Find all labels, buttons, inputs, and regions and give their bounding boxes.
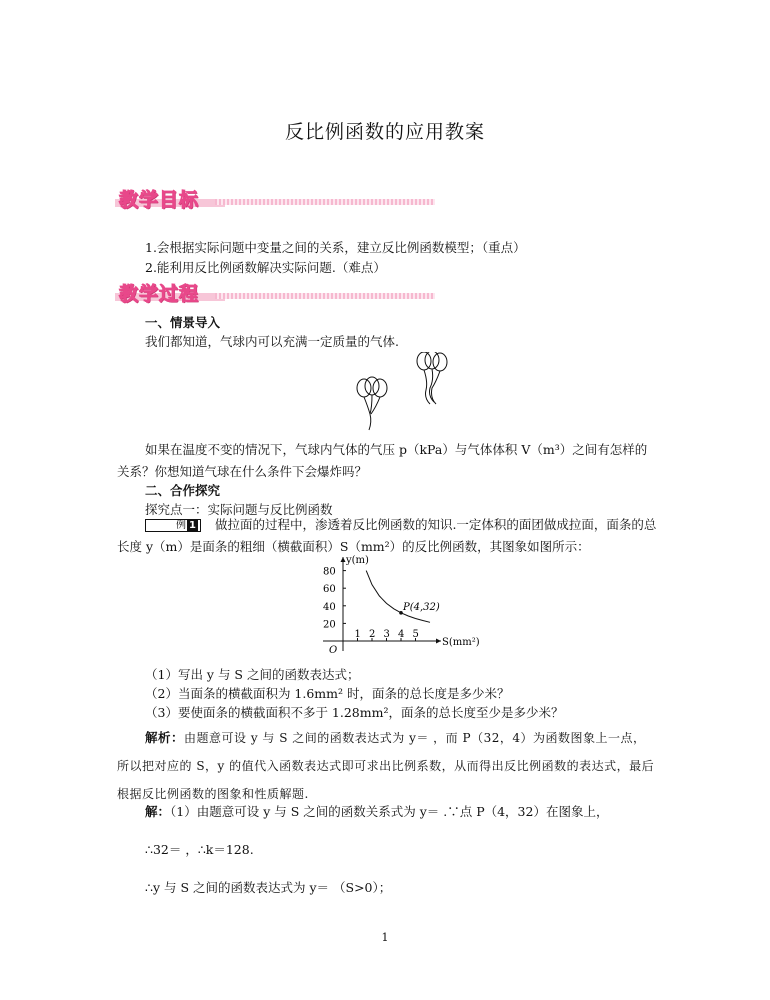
solution-line-1: 解：（1）由题意可设 y 与 S 之间的函数关系式为 y＝ .∵点 P（4，32）在图象上， (145, 804, 609, 819)
page-number: 1 (381, 931, 389, 944)
example-badge: 例 1 (145, 519, 201, 532)
intro-text: 我们都知道，气球内可以充满一定质量的气体. (145, 334, 399, 349)
analysis-label: 解析： (145, 730, 185, 745)
analysis-block (117, 724, 657, 808)
question-1: （1）写出 y 与 S 之间的函数表达式； (145, 667, 360, 682)
solution-label: 解： (145, 804, 171, 819)
y-tick-label: 40 (323, 601, 336, 613)
banner-divider (215, 293, 435, 299)
y-tick-label: 60 (323, 584, 336, 596)
example-text: 做拉面的过程中，渗透着反比例函数的知识.一定体积的面团做成拉面，面条的总长度 y（m）是面条的粗细（横截面积）S（mm²）的反比例函数，其图象如图所示： (117, 517, 657, 554)
y-axis-arrow (341, 557, 346, 562)
x-tick-label: 2 (369, 629, 376, 640)
point-p-label: P(4,32) (403, 601, 440, 613)
question-3: （3）要使面条的横截面积不多于 1.28mm²，面条的总长度至少是多少米？ (145, 705, 564, 720)
banner-divider (215, 199, 435, 205)
x-tick-label: 5 (412, 629, 419, 640)
goal-item-1: 1.会根据实际问题中变量之间的关系，建立反比例函数模型；（重点） (145, 240, 526, 255)
solution-line-3: ∴y 与 S 之间的函数表达式为 y＝ （S>0）； (145, 880, 392, 895)
y-tick-label: 80 (323, 566, 336, 578)
x-axis-arrow (436, 639, 441, 644)
explore-point: 探究点一：实际问题与反比例函数 (145, 502, 333, 517)
example-1 (117, 514, 657, 558)
question-2: （2）当面条的横截面积为 1.6mm² 时，面条的总长度是多少米？ (145, 686, 510, 701)
x-axis-label: S(mm²) (442, 637, 480, 648)
balloons-illustration (350, 352, 450, 432)
intro-heading: 一、情景导入 (145, 315, 221, 330)
solution-line-2: ∴32＝ ，∴k＝128. (145, 842, 254, 857)
explore-heading: 二、合作探究 (145, 483, 221, 498)
section-banner-process (115, 281, 435, 303)
page-title: 反比例函数的应用教案 (284, 121, 485, 143)
intro-question: 如果在温度不变的情况下，气球内气体的气压 p（kPa）与气体体积 V（m³）之间有怎样的关系？你想知道气球在什么条件下会爆炸吗？ (117, 442, 648, 479)
x-tick-label: 4 (398, 629, 405, 640)
y-axis-label: y(m) (346, 555, 369, 566)
x-tick-label: 3 (383, 629, 390, 640)
analysis-text: 由题意可设 y 与 S 之间的函数表达式为 y＝ ，而 P（32，4）为函数图象上一点，所以把对应的 S，y 的值代入函数表达式即可求出比例系数，从而得出反比例函数的表达式，最后根据反比例函数的图象和性质解题. (117, 731, 655, 801)
section-title-goals: 教学目标 (119, 189, 200, 211)
inverse-function-chart (305, 555, 495, 660)
y-tick-label: 20 (323, 619, 336, 631)
x-tick-label: 1 (354, 629, 361, 640)
inverse-curve (366, 571, 430, 623)
goal-item-2: 2.能利用反比例函数解决实际问题.（难点） (145, 260, 386, 275)
section-title-process: 教学过程 (119, 283, 200, 305)
origin-label: O (329, 645, 338, 656)
section-banner-goals (115, 187, 435, 209)
